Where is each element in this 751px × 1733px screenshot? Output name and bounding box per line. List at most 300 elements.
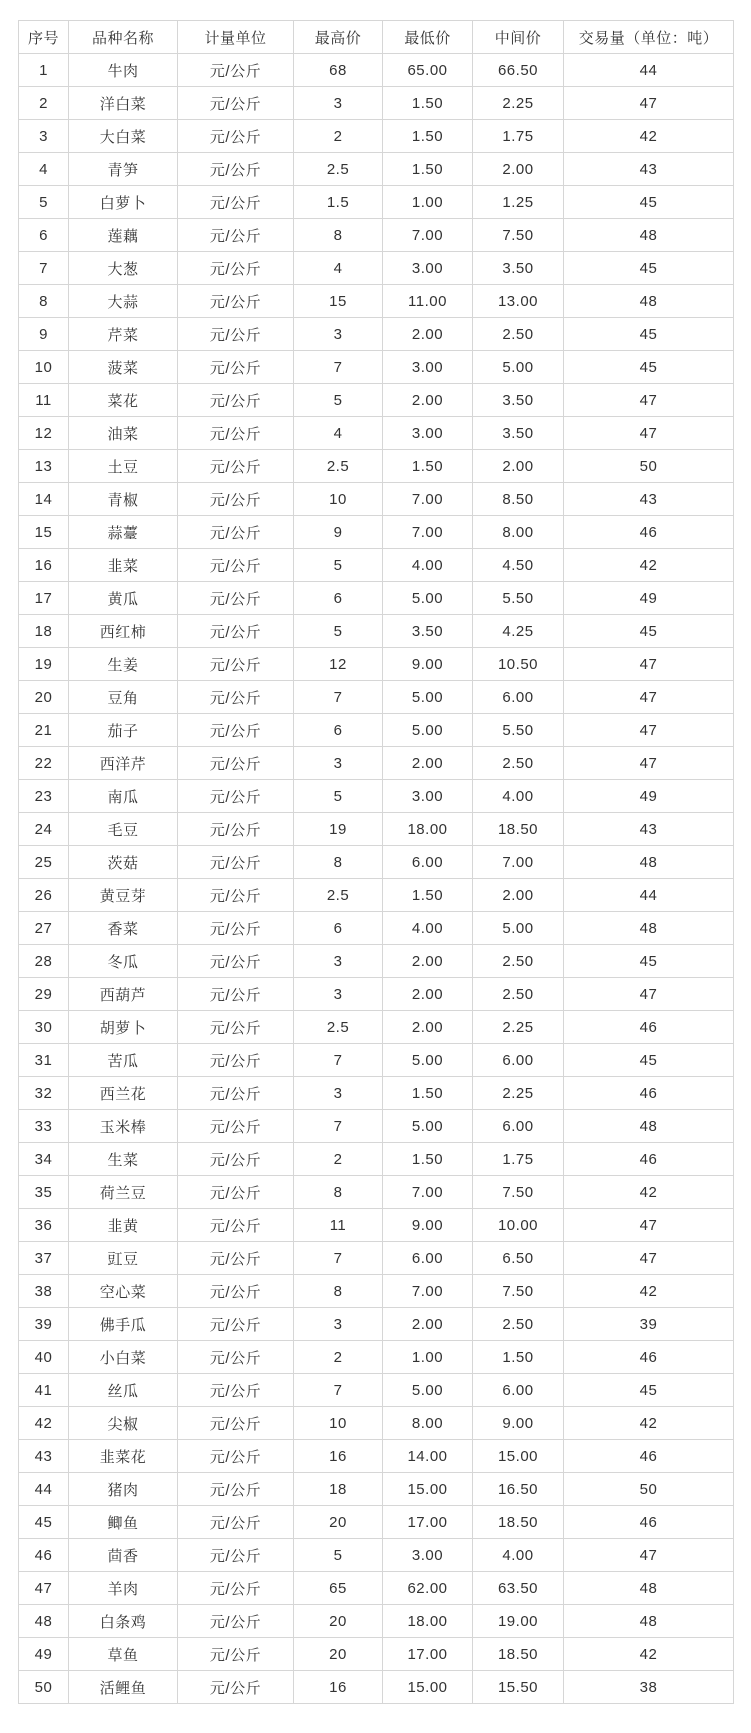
cell-max-price: 20 [294, 1506, 383, 1539]
cell-index: 33 [19, 1110, 69, 1143]
cell-unit: 元/公斤 [178, 351, 294, 384]
table-row [19, 813, 734, 846]
table-row [19, 1242, 734, 1275]
cell-name: 韭菜花 [69, 1440, 178, 1473]
table-row [19, 1077, 734, 1110]
table-row [19, 615, 734, 648]
cell-volume: 47 [564, 681, 734, 714]
cell-name: 羊肉 [69, 1572, 178, 1605]
cell-mid-price: 4.00 [473, 1539, 564, 1572]
header-row [19, 21, 734, 54]
cell-unit: 元/公斤 [178, 747, 294, 780]
cell-mid-price: 8.50 [473, 483, 564, 516]
cell-volume: 43 [564, 483, 734, 516]
cell-max-price: 68 [294, 54, 383, 87]
cell-mid-price: 2.00 [473, 153, 564, 186]
cell-mid-price: 2.50 [473, 1308, 564, 1341]
cell-min-price: 1.50 [383, 879, 473, 912]
cell-max-price: 9 [294, 516, 383, 549]
cell-index: 12 [19, 417, 69, 450]
cell-max-price: 2.5 [294, 153, 383, 186]
cell-unit: 元/公斤 [178, 681, 294, 714]
cell-max-price: 10 [294, 1407, 383, 1440]
cell-max-price: 10 [294, 483, 383, 516]
cell-unit: 元/公斤 [178, 483, 294, 516]
cell-volume: 46 [564, 516, 734, 549]
cell-max-price: 7 [294, 1242, 383, 1275]
cell-max-price: 4 [294, 252, 383, 285]
cell-volume: 48 [564, 1605, 734, 1638]
cell-unit: 元/公斤 [178, 1572, 294, 1605]
cell-min-price: 2.00 [383, 945, 473, 978]
cell-name: 草鱼 [69, 1638, 178, 1671]
cell-mid-price: 2.50 [473, 318, 564, 351]
cell-unit: 元/公斤 [178, 219, 294, 252]
cell-min-price: 9.00 [383, 1209, 473, 1242]
cell-mid-price: 5.50 [473, 582, 564, 615]
cell-name: 丝瓜 [69, 1374, 178, 1407]
cell-name: 芹菜 [69, 318, 178, 351]
cell-min-price: 1.50 [383, 1143, 473, 1176]
cell-unit: 元/公斤 [178, 1638, 294, 1671]
cell-mid-price: 18.50 [473, 1506, 564, 1539]
cell-unit: 元/公斤 [178, 120, 294, 153]
cell-unit: 元/公斤 [178, 714, 294, 747]
cell-mid-price: 7.50 [473, 219, 564, 252]
cell-name: 尖椒 [69, 1407, 178, 1440]
cell-min-price: 7.00 [383, 1275, 473, 1308]
cell-mid-price: 2.25 [473, 1011, 564, 1044]
cell-volume: 47 [564, 747, 734, 780]
cell-max-price: 2.5 [294, 879, 383, 912]
cell-max-price: 3 [294, 747, 383, 780]
cell-volume: 48 [564, 1110, 734, 1143]
cell-min-price: 5.00 [383, 1044, 473, 1077]
table-row [19, 252, 734, 285]
cell-min-price: 4.00 [383, 912, 473, 945]
cell-index: 39 [19, 1308, 69, 1341]
table-row [19, 1605, 734, 1638]
cell-index: 5 [19, 186, 69, 219]
cell-mid-price: 1.75 [473, 120, 564, 153]
table-row [19, 1407, 734, 1440]
cell-name: 白条鸡 [69, 1605, 178, 1638]
cell-index: 48 [19, 1605, 69, 1638]
cell-index: 40 [19, 1341, 69, 1374]
table-row [19, 285, 734, 318]
table-row [19, 912, 734, 945]
cell-volume: 46 [564, 1077, 734, 1110]
cell-index: 13 [19, 450, 69, 483]
cell-mid-price: 15.50 [473, 1671, 564, 1704]
table-row [19, 483, 734, 516]
cell-max-price: 6 [294, 582, 383, 615]
cell-volume: 49 [564, 780, 734, 813]
cell-name: 鲫鱼 [69, 1506, 178, 1539]
cell-max-price: 20 [294, 1605, 383, 1638]
cell-max-price: 7 [294, 681, 383, 714]
cell-name: 茴香 [69, 1539, 178, 1572]
table-row [19, 153, 734, 186]
table-row [19, 450, 734, 483]
cell-unit: 元/公斤 [178, 417, 294, 450]
table-row [19, 1638, 734, 1671]
cell-volume: 49 [564, 582, 734, 615]
cell-mid-price: 1.75 [473, 1143, 564, 1176]
cell-name: 小白菜 [69, 1341, 178, 1374]
cell-index: 43 [19, 1440, 69, 1473]
cell-mid-price: 63.50 [473, 1572, 564, 1605]
cell-unit: 元/公斤 [178, 582, 294, 615]
cell-unit: 元/公斤 [178, 1077, 294, 1110]
cell-index: 28 [19, 945, 69, 978]
cell-index: 47 [19, 1572, 69, 1605]
cell-name: 韭菜 [69, 549, 178, 582]
table-row [19, 1539, 734, 1572]
cell-min-price: 11.00 [383, 285, 473, 318]
cell-mid-price: 4.25 [473, 615, 564, 648]
cell-volume: 50 [564, 1473, 734, 1506]
cell-name: 牛肉 [69, 54, 178, 87]
cell-volume: 45 [564, 1374, 734, 1407]
table-row [19, 879, 734, 912]
cell-min-price: 18.00 [383, 813, 473, 846]
table-row [19, 747, 734, 780]
cell-volume: 45 [564, 252, 734, 285]
table-row [19, 384, 734, 417]
cell-volume: 46 [564, 1011, 734, 1044]
table-row [19, 648, 734, 681]
cell-name: 白萝卜 [69, 186, 178, 219]
cell-max-price: 7 [294, 351, 383, 384]
cell-mid-price: 2.00 [473, 450, 564, 483]
table-row [19, 1176, 734, 1209]
cell-max-price: 5 [294, 615, 383, 648]
cell-min-price: 17.00 [383, 1506, 473, 1539]
cell-min-price: 3.50 [383, 615, 473, 648]
cell-name: 菠菜 [69, 351, 178, 384]
cell-volume: 38 [564, 1671, 734, 1704]
table-row [19, 681, 734, 714]
table-row [19, 1011, 734, 1044]
cell-max-price: 11 [294, 1209, 383, 1242]
cell-min-price: 3.00 [383, 1539, 473, 1572]
cell-min-price: 7.00 [383, 516, 473, 549]
cell-volume: 50 [564, 450, 734, 483]
cell-index: 49 [19, 1638, 69, 1671]
cell-index: 36 [19, 1209, 69, 1242]
cell-min-price: 8.00 [383, 1407, 473, 1440]
cell-unit: 元/公斤 [178, 1242, 294, 1275]
cell-mid-price: 2.50 [473, 945, 564, 978]
cell-name: 生姜 [69, 648, 178, 681]
cell-unit: 元/公斤 [178, 549, 294, 582]
cell-index: 17 [19, 582, 69, 615]
cell-volume: 44 [564, 54, 734, 87]
cell-volume: 46 [564, 1506, 734, 1539]
cell-min-price: 7.00 [383, 1176, 473, 1209]
cell-name: 西葫芦 [69, 978, 178, 1011]
table-row [19, 1506, 734, 1539]
cell-unit: 元/公斤 [178, 54, 294, 87]
cell-mid-price: 16.50 [473, 1473, 564, 1506]
table-row [19, 780, 734, 813]
cell-unit: 元/公斤 [178, 318, 294, 351]
table-row [19, 87, 734, 120]
cell-max-price: 8 [294, 1176, 383, 1209]
cell-max-price: 65 [294, 1572, 383, 1605]
cell-name: 活鲤鱼 [69, 1671, 178, 1704]
cell-index: 24 [19, 813, 69, 846]
table-row [19, 1143, 734, 1176]
cell-volume: 43 [564, 813, 734, 846]
cell-max-price: 3 [294, 318, 383, 351]
cell-volume: 42 [564, 1176, 734, 1209]
cell-max-price: 5 [294, 384, 383, 417]
cell-mid-price: 7.50 [473, 1275, 564, 1308]
cell-max-price: 3 [294, 978, 383, 1011]
cell-min-price: 5.00 [383, 681, 473, 714]
cell-name: 韭黄 [69, 1209, 178, 1242]
cell-volume: 42 [564, 120, 734, 153]
table-row [19, 1275, 734, 1308]
cell-mid-price: 5.00 [473, 912, 564, 945]
cell-volume: 47 [564, 417, 734, 450]
cell-max-price: 2 [294, 1341, 383, 1374]
table-row [19, 351, 734, 384]
table-row [19, 582, 734, 615]
cell-index: 50 [19, 1671, 69, 1704]
cell-unit: 元/公斤 [178, 450, 294, 483]
cell-min-price: 1.50 [383, 153, 473, 186]
cell-max-price: 7 [294, 1374, 383, 1407]
cell-index: 32 [19, 1077, 69, 1110]
table-row [19, 1341, 734, 1374]
column-header-unit: 计量单位 [178, 21, 294, 54]
column-header-volume: 交易量（单位：吨） [564, 21, 734, 54]
cell-name: 土豆 [69, 450, 178, 483]
cell-max-price: 2 [294, 1143, 383, 1176]
cell-volume: 47 [564, 1539, 734, 1572]
cell-volume: 44 [564, 879, 734, 912]
column-header-index: 序号 [19, 21, 69, 54]
cell-index: 41 [19, 1374, 69, 1407]
cell-index: 6 [19, 219, 69, 252]
cell-name: 大蒜 [69, 285, 178, 318]
cell-index: 1 [19, 54, 69, 87]
cell-min-price: 1.50 [383, 1077, 473, 1110]
table-row [19, 219, 734, 252]
cell-min-price: 2.00 [383, 384, 473, 417]
cell-index: 22 [19, 747, 69, 780]
cell-volume: 39 [564, 1308, 734, 1341]
cell-name: 茄子 [69, 714, 178, 747]
cell-max-price: 5 [294, 780, 383, 813]
cell-unit: 元/公斤 [178, 1308, 294, 1341]
cell-mid-price: 6.00 [473, 681, 564, 714]
cell-mid-price: 4.50 [473, 549, 564, 582]
cell-min-price: 1.00 [383, 186, 473, 219]
cell-mid-price: 2.00 [473, 879, 564, 912]
cell-min-price: 6.00 [383, 846, 473, 879]
cell-unit: 元/公斤 [178, 1275, 294, 1308]
cell-mid-price: 7.50 [473, 1176, 564, 1209]
table-row [19, 1572, 734, 1605]
cell-index: 23 [19, 780, 69, 813]
cell-index: 35 [19, 1176, 69, 1209]
cell-name: 青笋 [69, 153, 178, 186]
cell-name: 胡萝卜 [69, 1011, 178, 1044]
cell-unit: 元/公斤 [178, 846, 294, 879]
cell-unit: 元/公斤 [178, 1176, 294, 1209]
cell-volume: 46 [564, 1143, 734, 1176]
cell-max-price: 12 [294, 648, 383, 681]
cell-index: 45 [19, 1506, 69, 1539]
cell-mid-price: 6.00 [473, 1110, 564, 1143]
table-header [19, 21, 734, 54]
cell-name: 大葱 [69, 252, 178, 285]
table-row [19, 1473, 734, 1506]
cell-index: 42 [19, 1407, 69, 1440]
cell-name: 黄瓜 [69, 582, 178, 615]
cell-min-price: 7.00 [383, 219, 473, 252]
cell-min-price: 65.00 [383, 54, 473, 87]
cell-index: 4 [19, 153, 69, 186]
cell-min-price: 5.00 [383, 1374, 473, 1407]
cell-mid-price: 1.50 [473, 1341, 564, 1374]
column-header-name: 品种名称 [69, 21, 178, 54]
cell-min-price: 1.00 [383, 1341, 473, 1374]
cell-volume: 47 [564, 384, 734, 417]
cell-mid-price: 66.50 [473, 54, 564, 87]
cell-mid-price: 19.00 [473, 1605, 564, 1638]
cell-index: 37 [19, 1242, 69, 1275]
cell-mid-price: 18.50 [473, 1638, 564, 1671]
cell-unit: 元/公斤 [178, 1407, 294, 1440]
cell-min-price: 4.00 [383, 549, 473, 582]
cell-mid-price: 6.50 [473, 1242, 564, 1275]
cell-index: 10 [19, 351, 69, 384]
cell-volume: 45 [564, 615, 734, 648]
cell-max-price: 2 [294, 120, 383, 153]
cell-mid-price: 3.50 [473, 252, 564, 285]
cell-index: 46 [19, 1539, 69, 1572]
cell-max-price: 7 [294, 1110, 383, 1143]
cell-max-price: 19 [294, 813, 383, 846]
cell-volume: 45 [564, 1044, 734, 1077]
cell-min-price: 9.00 [383, 648, 473, 681]
cell-name: 荷兰豆 [69, 1176, 178, 1209]
cell-max-price: 3 [294, 945, 383, 978]
cell-mid-price: 7.00 [473, 846, 564, 879]
cell-index: 19 [19, 648, 69, 681]
cell-volume: 47 [564, 714, 734, 747]
cell-max-price: 16 [294, 1671, 383, 1704]
cell-name: 茨菇 [69, 846, 178, 879]
cell-index: 7 [19, 252, 69, 285]
cell-volume: 42 [564, 549, 734, 582]
cell-min-price: 1.50 [383, 87, 473, 120]
cell-max-price: 16 [294, 1440, 383, 1473]
cell-max-price: 1.5 [294, 186, 383, 219]
cell-mid-price: 18.50 [473, 813, 564, 846]
cell-name: 豆角 [69, 681, 178, 714]
cell-index: 18 [19, 615, 69, 648]
cell-volume: 43 [564, 153, 734, 186]
cell-volume: 42 [564, 1275, 734, 1308]
cell-unit: 元/公斤 [178, 186, 294, 219]
cell-min-price: 1.50 [383, 450, 473, 483]
column-header-min-price: 最低价 [383, 21, 473, 54]
cell-index: 8 [19, 285, 69, 318]
cell-index: 31 [19, 1044, 69, 1077]
cell-max-price: 5 [294, 1539, 383, 1572]
cell-max-price: 6 [294, 912, 383, 945]
cell-mid-price: 2.50 [473, 747, 564, 780]
table-row [19, 1209, 734, 1242]
price-table [18, 20, 734, 1704]
cell-name: 蒜薹 [69, 516, 178, 549]
cell-max-price: 3 [294, 87, 383, 120]
cell-max-price: 8 [294, 846, 383, 879]
cell-min-price: 62.00 [383, 1572, 473, 1605]
table-body [19, 54, 734, 1704]
cell-unit: 元/公斤 [178, 1341, 294, 1374]
cell-mid-price: 9.00 [473, 1407, 564, 1440]
cell-name: 黄豆芽 [69, 879, 178, 912]
cell-name: 南瓜 [69, 780, 178, 813]
cell-max-price: 18 [294, 1473, 383, 1506]
cell-min-price: 15.00 [383, 1473, 473, 1506]
table-row [19, 978, 734, 1011]
cell-unit: 元/公斤 [178, 153, 294, 186]
cell-min-price: 2.00 [383, 318, 473, 351]
cell-volume: 48 [564, 846, 734, 879]
cell-unit: 元/公斤 [178, 1374, 294, 1407]
table-row [19, 846, 734, 879]
cell-name: 冬瓜 [69, 945, 178, 978]
cell-volume: 47 [564, 1209, 734, 1242]
cell-mid-price: 15.00 [473, 1440, 564, 1473]
cell-mid-price: 10.00 [473, 1209, 564, 1242]
cell-mid-price: 1.25 [473, 186, 564, 219]
cell-mid-price: 4.00 [473, 780, 564, 813]
cell-min-price: 5.00 [383, 582, 473, 615]
cell-min-price: 5.00 [383, 714, 473, 747]
cell-max-price: 3 [294, 1077, 383, 1110]
cell-index: 38 [19, 1275, 69, 1308]
cell-max-price: 4 [294, 417, 383, 450]
cell-index: 20 [19, 681, 69, 714]
cell-mid-price: 3.50 [473, 384, 564, 417]
cell-name: 大白菜 [69, 120, 178, 153]
cell-max-price: 8 [294, 219, 383, 252]
cell-unit: 元/公斤 [178, 879, 294, 912]
cell-max-price: 5 [294, 549, 383, 582]
cell-min-price: 6.00 [383, 1242, 473, 1275]
cell-index: 44 [19, 1473, 69, 1506]
cell-index: 21 [19, 714, 69, 747]
cell-volume: 42 [564, 1407, 734, 1440]
cell-name: 苦瓜 [69, 1044, 178, 1077]
cell-unit: 元/公斤 [178, 252, 294, 285]
cell-max-price: 8 [294, 1275, 383, 1308]
cell-unit: 元/公斤 [178, 813, 294, 846]
cell-min-price: 14.00 [383, 1440, 473, 1473]
cell-unit: 元/公斤 [178, 945, 294, 978]
cell-volume: 45 [564, 318, 734, 351]
cell-mid-price: 13.00 [473, 285, 564, 318]
